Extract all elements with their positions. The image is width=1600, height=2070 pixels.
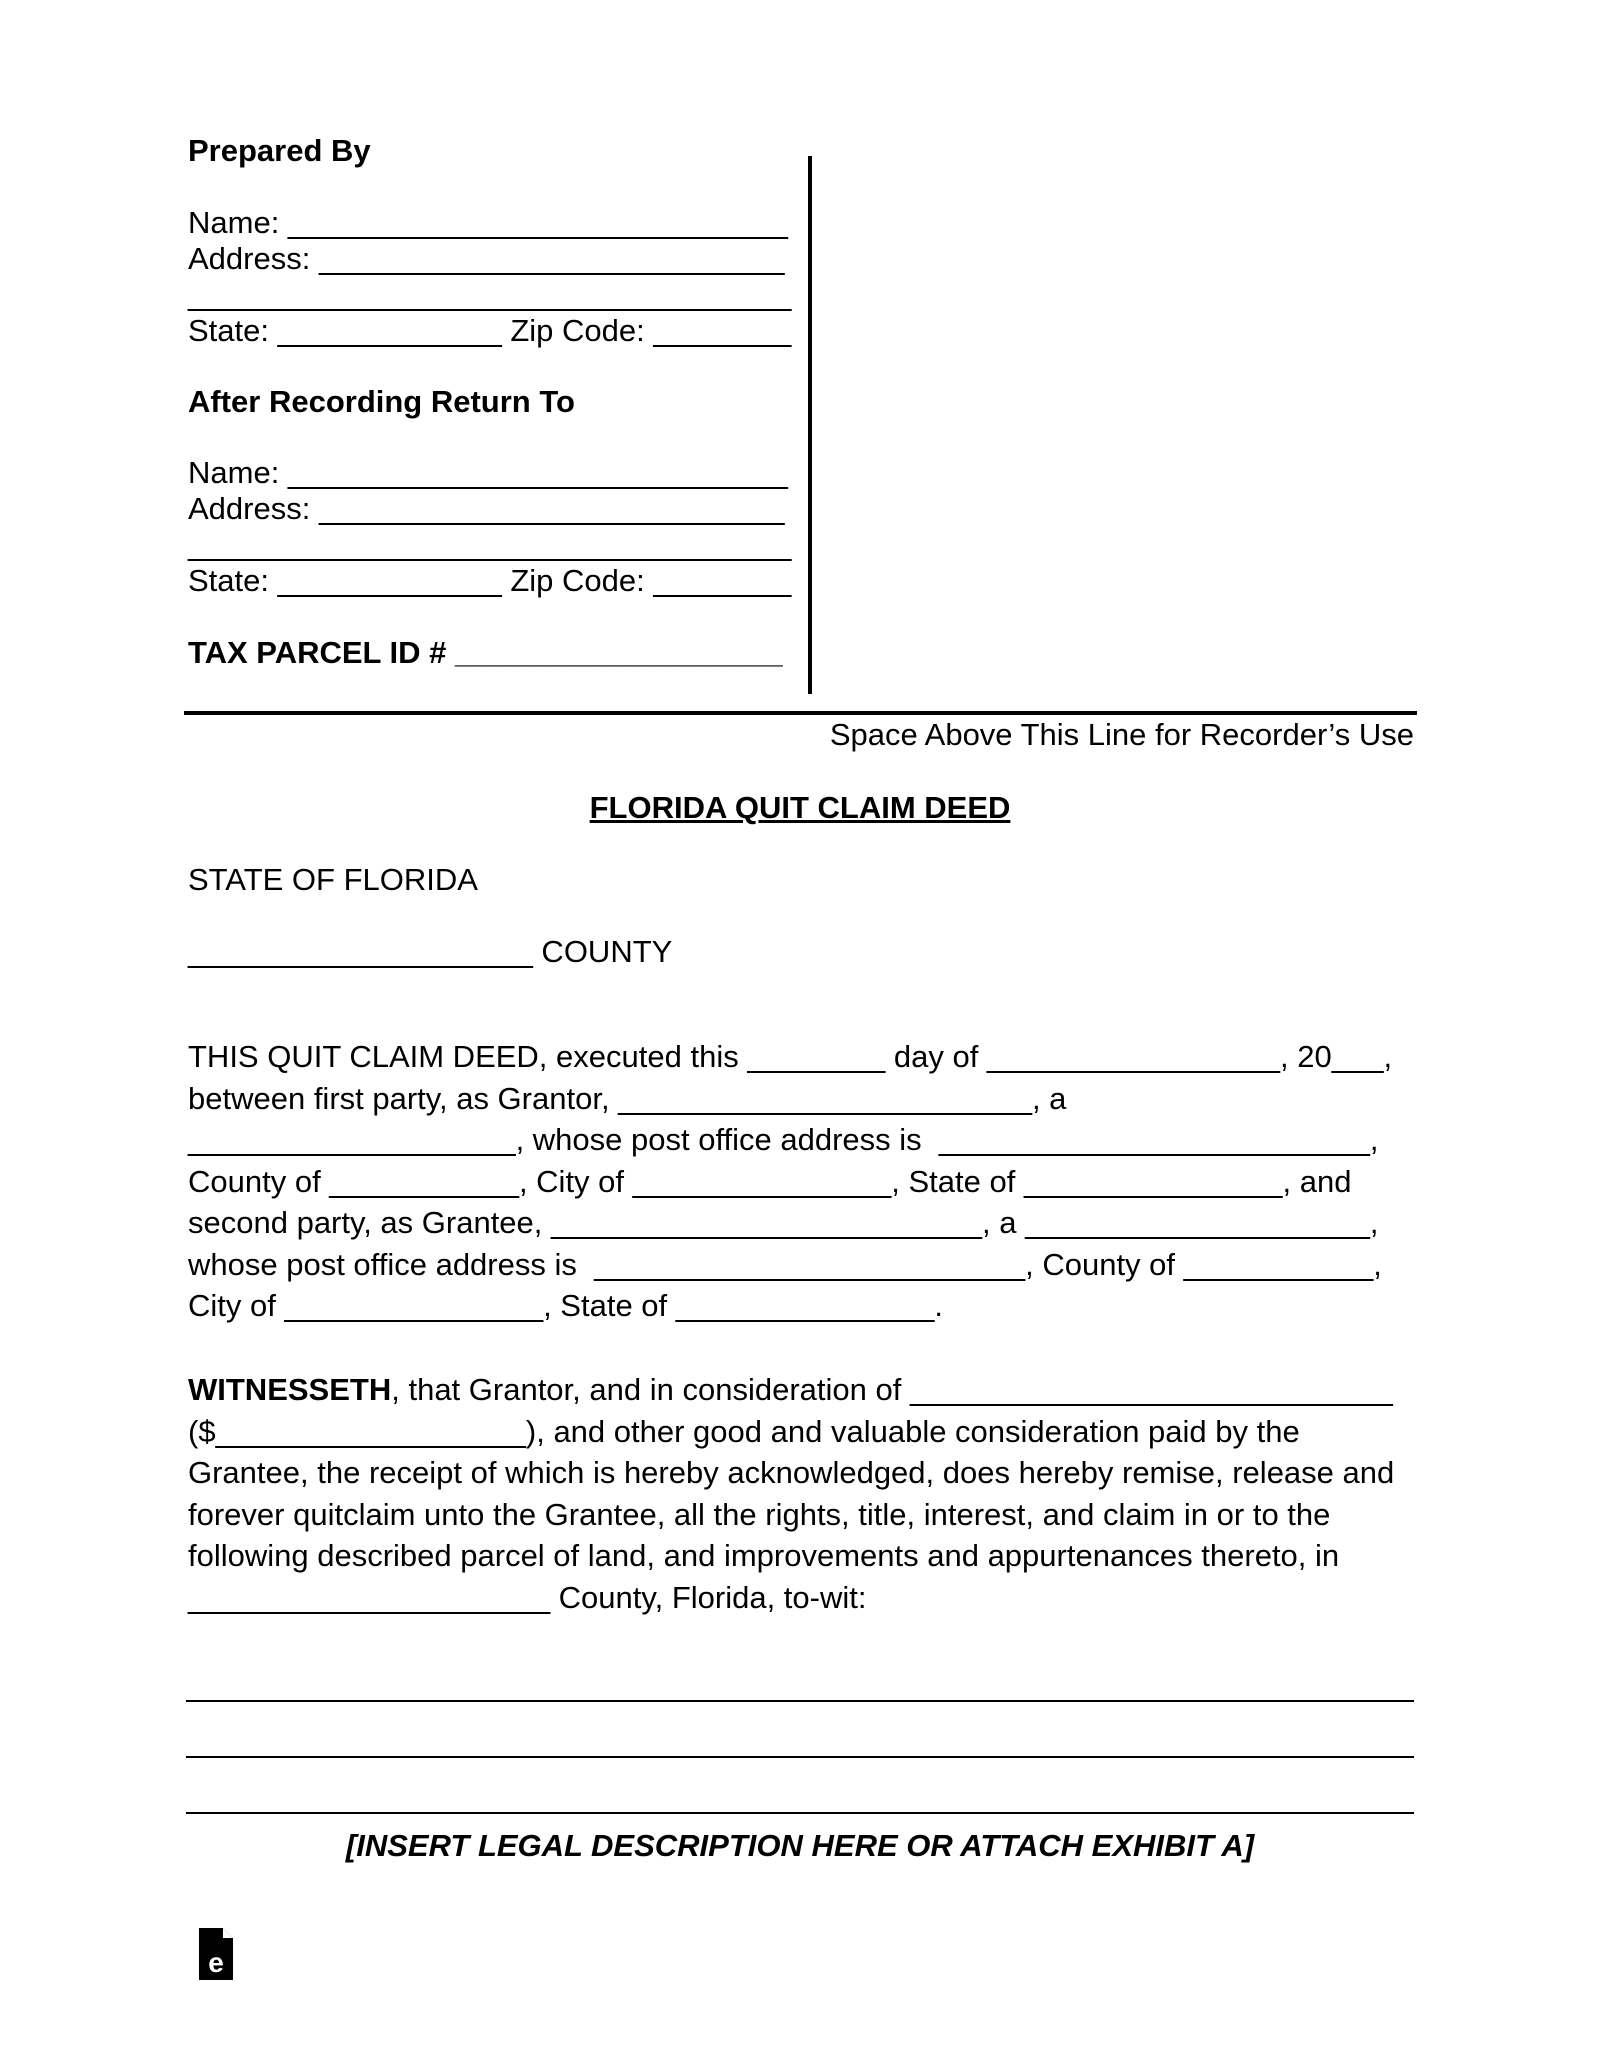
deed-line[interactable]: ___________________, whose post office address is _________________________,	[188, 1122, 1379, 1157]
deed-line[interactable]: City of _______________, State of _______________.	[188, 1288, 943, 1323]
insert-legal-description-note: [INSERT LEGAL DESCRIPTION HERE OR ATTACH EXHIBIT A]	[345, 1828, 1255, 1863]
document-e-logo-icon	[197, 1928, 235, 1980]
document-title: FLORIDA QUIT CLAIM DEED	[589, 790, 1011, 825]
witness-first-line-text: , that Grantor, and in consideration of ____________________________	[391, 1372, 1393, 1407]
witness-line: forever quitclaim unto the Grantee, all the rights, title, interest, and claim in or to the	[188, 1496, 1331, 1532]
recorder-use-note: Space Above This Line for Recorder’s Use	[829, 717, 1414, 752]
witness-line[interactable]	[188, 1369, 1428, 1411]
deed-line[interactable]: County of ___________, City of _______________, State of _______________, and	[188, 1163, 1352, 1199]
return-to-address-line-2[interactable]: ___________________________________	[188, 527, 792, 562]
witnesseth-word: WITNESSETH	[188, 1372, 392, 1407]
prepared-by-heading: Prepared By	[188, 133, 371, 168]
deed-paragraph	[188, 1036, 1428, 1327]
witness-line: following described parcel of land, and improvements and appurtenances thereto, in	[188, 1538, 1340, 1573]
witness-paragraph	[188, 1369, 1428, 1618]
prepared-by-name-field[interactable]: Name: _____________________________	[188, 205, 788, 240]
legal-description-line[interactable]	[186, 1812, 1414, 1814]
state-line: STATE OF FLORIDA	[188, 862, 478, 897]
svg-text:e: e	[208, 1947, 224, 1978]
witness-line[interactable]: ($__________________), and other good and valuable consideration paid by the	[188, 1413, 1300, 1449]
return-to-heading: After Recording Return To	[188, 384, 575, 419]
deed-line[interactable]: THIS QUIT CLAIM DEED, executed this ________ day of _________________, 20___,	[188, 1039, 1393, 1074]
prepared-by-address-line-2[interactable]: ___________________________________	[188, 277, 792, 312]
prepared-by-address-field[interactable]: Address: ___________________________	[188, 241, 785, 276]
witness-line[interactable]: _____________________ County, Florida, to-wit:	[188, 1579, 867, 1615]
return-to-state-zip-field[interactable]: State: _____________ Zip Code: ________	[188, 563, 792, 598]
return-to-address-field[interactable]: Address: ___________________________	[188, 491, 785, 526]
deed-line[interactable]: whose post office address is _________________________, County of ___________,	[188, 1246, 1382, 1282]
prepared-by-state-zip-field[interactable]: State: _____________ Zip Code: ________	[188, 313, 792, 348]
deed-line[interactable]: second party, as Grantee, _________________________, a ____________________,	[188, 1205, 1379, 1240]
county-field[interactable]: ____________________ COUNTY	[188, 934, 673, 969]
return-to-name-field[interactable]: Name: _____________________________	[188, 455, 788, 490]
legal-description-line[interactable]	[186, 1756, 1414, 1758]
vertical-divider	[808, 156, 812, 694]
tax-parcel-field[interactable]: TAX PARCEL ID # ___________________	[188, 635, 783, 670]
deed-line[interactable]: between first party, as Grantor, ________________________, a	[188, 1080, 1067, 1116]
witness-line: Grantee, the receipt of which is hereby acknowledged, does hereby remise, release and	[188, 1455, 1395, 1490]
legal-description-line[interactable]	[186, 1700, 1414, 1702]
